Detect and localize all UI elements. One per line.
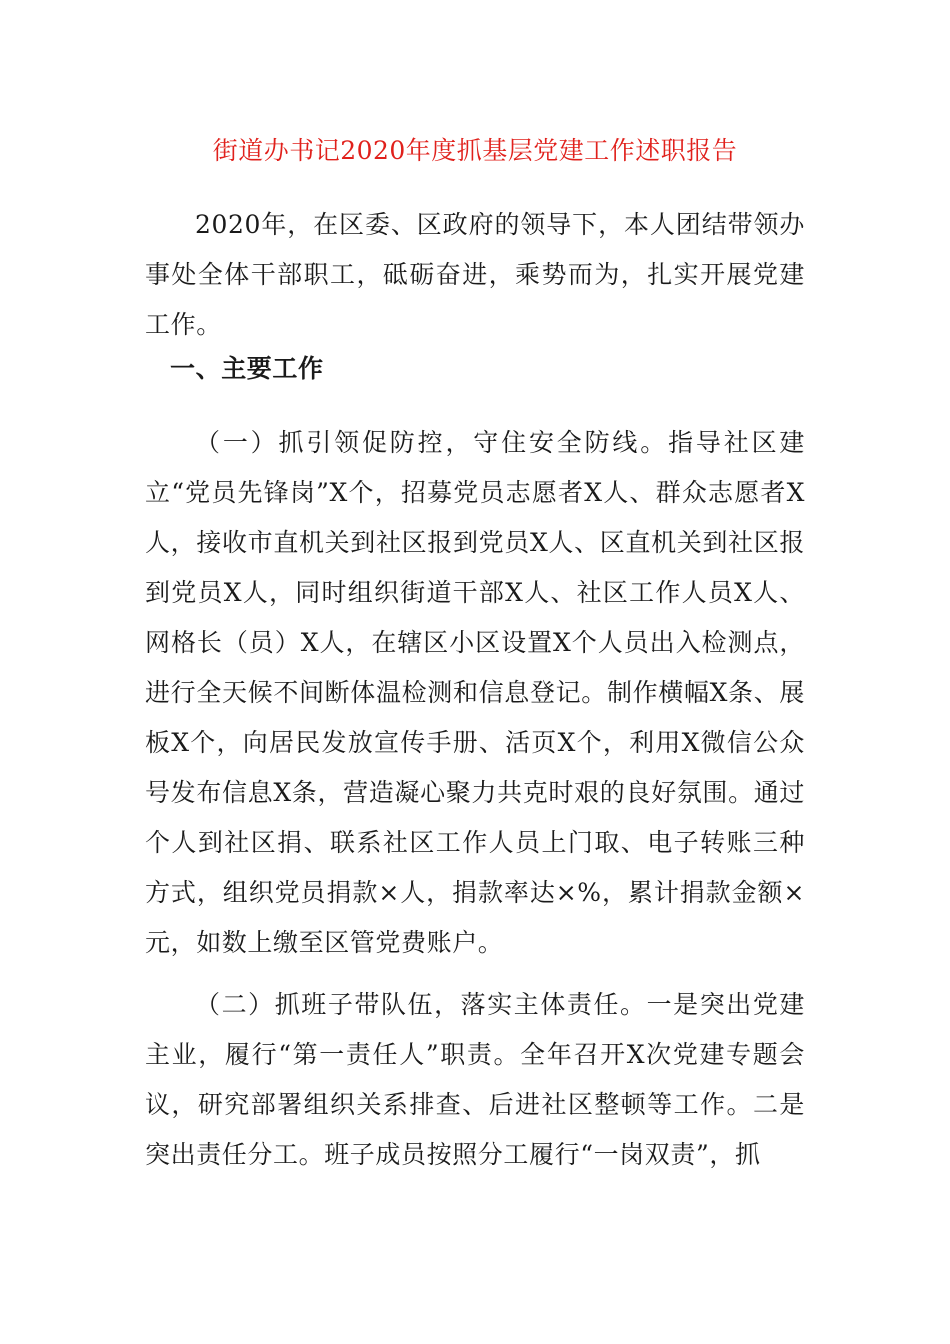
paragraph-epidemic-prevention: （一）抓引领促防控，守住安全防线。指导社区建立“党员先锋岗”X个，招募党员志愿者X人、群众志愿者X人，接收市直机关到社区报到党员X人、区直机关到社区报到党员X人，同时组织街道干部X人、社区工作人员X人、网格长（员）X人，在辖区小区设置X个人员出入检测点，进行全天候不间断体温检测和信息登记。制作横幅X条、展板X个，向居民发放宣传手册、活页X个，利用X微信公众号发布信息X条，营造凝心聚力共克时艰的良好氛围。通过个人到社区捐、联系社区工作人员上门取、电子转账三种方式，组织党员捐款×人，捐款率达×%，累计捐款金额×元，如数上缴至区管党费账户。 bbox=[145, 428, 805, 957]
intro-paragraph: 2020年，在区委、区政府的领导下，本人团结带领办事处全体干部职工，砥砺奋进，乘势而为，扎实开展党建工作。 bbox=[145, 210, 805, 339]
paragraph-team-responsibility: （二）抓班子带队伍，落实主体责任。一是突出党建主业，履行“第一责任人”职责。全年召开X次党建专题会议，研究部署组织关系排查、后进社区整顿等工作。二是突出责任分工。班子成员按照分工履行“一岗双责”，抓 bbox=[145, 990, 805, 1169]
section-heading-main-work: 一、主要工作 bbox=[170, 354, 324, 383]
document-title: 街道办书记2020年度抓基层党建工作述职报告 bbox=[212, 136, 738, 165]
